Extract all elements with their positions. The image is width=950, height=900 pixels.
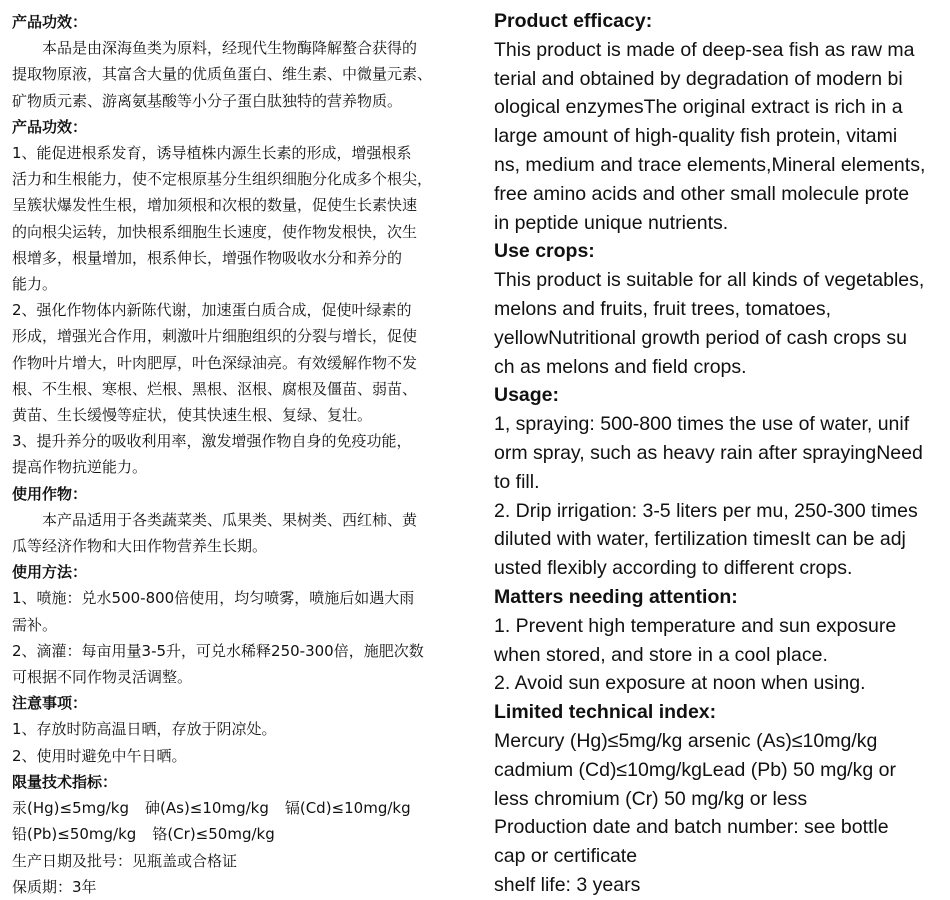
en-index-line: Mercury (Hg)≤5mg/kg arsenic (As)≤10mg/kg	[494, 729, 878, 752]
zh-attention-line: 2、使用时避免中午日晒。	[12, 746, 187, 765]
zh-index-row	[12, 795, 472, 821]
zh-efficacy-intro-line: 提取物原液，其富含大量的优质鱼蛋白、维生素、中微量元素、	[12, 65, 433, 84]
zh-efficacy-point-line: 活力和生根能力，使不定根原基分生组织细胞分化成多个根尖，	[12, 170, 433, 189]
zh-efficacy-point-line: 黄苗、生长缓慢等症状，使其快速生根、复绿、复壮。	[12, 406, 373, 425]
en-usage-line: orm spray, such as heavy rain after sprayingNeed	[494, 441, 923, 464]
en-crops-heading: Use crops:	[494, 240, 595, 263]
zh-efficacy-point-line: 形成，增强光合作用，刺激叶片细胞组织的分裂与增长，促使	[12, 327, 418, 346]
en-efficacy-line: This product is made of deep-sea fish as raw ma	[494, 38, 915, 61]
en-index-line: cap or certificate	[494, 845, 638, 868]
en-efficacy-line: ns, medium and trace elements,Mineral elements,	[494, 153, 926, 176]
zh-efficacy-intro-line: 矿物质元素、游离氨基酸等小分子蛋白肽独特的营养物质。	[12, 91, 403, 110]
en-attention-line: 2. Avoid sun exposure at noon when using.	[494, 672, 866, 695]
chinese-column	[12, 9, 472, 900]
zh-index-row	[12, 821, 472, 847]
en-index-line: less chromium (Cr) 50 mg/kg or less	[494, 787, 808, 810]
en-crops-line: This product is suitable for all kinds of vegetables,	[494, 269, 925, 292]
zh-attention-line: 1、存放时防高温日晒，存放于阴凉处。	[12, 720, 277, 739]
zh-efficacy-point-line: 呈簇状爆发性生根，增加须根和次根的数量，促使生长素快速	[12, 196, 418, 215]
en-efficacy-line: free amino acids and other small molecule prote	[494, 182, 910, 205]
zh-efficacy-point-line: 1、能促进根系发育，诱导植株内源生长素的形成，增强根系	[12, 144, 412, 163]
en-attention-line: when stored, and store in a cool place.	[494, 643, 828, 666]
zh-efficacy-point-line: 2、强化作物体内新陈代谢，加速蛋白质合成，促使叶绿素的	[12, 301, 412, 320]
en-attention-heading: Matters needing attention:	[494, 585, 738, 608]
zh-shelf-life: 保质期：3年	[12, 877, 97, 896]
zh-crops-line: 本产品适用于各类蔬菜类、瓜果类、果树类、西红柿、黄	[42, 510, 418, 529]
en-efficacy-line: in peptide unique nutrients.	[494, 211, 729, 234]
en-usage-line: diluted with water, fertilization timesIt can be adj	[494, 528, 906, 551]
zh-usage-heading: 使用方法：	[12, 563, 88, 582]
en-index-heading: Limited technical index:	[494, 701, 717, 724]
zh-crops-heading: 使用作物：	[12, 484, 88, 503]
en-usage-line: to fill.	[494, 470, 540, 493]
zh-index-mercury: 汞(Hg)≤5mg/kg	[12, 799, 130, 818]
zh-efficacy-point-line: 根、不生根、寒根、烂根、黑根、沤根、腐根及僵苗、弱苗、	[12, 379, 418, 398]
zh-index-lead: 铅(Pb)≤50mg/kg	[12, 825, 137, 844]
zh-index-chromium: 铬(Cr)≤50mg/kg	[152, 825, 275, 844]
en-attention-line: 1. Prevent high temperature and sun exposure	[494, 614, 897, 637]
en-index-line: cadmium (Cd)≤10mg/kgLead (Pb) 50 mg/kg or	[494, 758, 896, 781]
en-usage-line: 1, spraying: 500-800 times the use of water, unif	[494, 413, 910, 436]
zh-attention-heading: 注意事项：	[12, 694, 88, 713]
zh-efficacy-point-line: 能力。	[12, 275, 58, 294]
en-usage-line: 2. Drip irrigation: 3-5 liters per mu, 250-300 times	[494, 499, 918, 522]
zh-index-cadmium: 镉(Cd)≤10mg/kg	[284, 799, 411, 818]
zh-usage-line: 2、滴灌：每亩用量3-5升，可兑水稀释250-300倍，施肥次数	[12, 641, 424, 660]
en-shelf-life: shelf life: 3 years	[494, 873, 641, 896]
zh-efficacy-intro-line: 本品是由深海鱼类为原料，经现代生物酶降解螯合获得的	[42, 39, 418, 58]
zh-efficacy-point-line: 作物叶片增大，叶肉肥厚，叶色深绿油亮。有效缓解作物不发	[12, 353, 418, 372]
en-crops-line: melons and fruits, fruit trees, tomatoes,	[494, 297, 832, 320]
en-usage-line: usted flexibly according to different crops.	[494, 557, 853, 580]
zh-efficacy-heading-2: 产品功效：	[12, 117, 88, 136]
zh-date-batch: 生产日期及批号：见瓶盖或合格证	[12, 851, 238, 870]
zh-efficacy-point-line: 根增多，根量增加，根系伸长，增强作物吸收水分和养分的	[12, 248, 403, 267]
english-column	[494, 7, 946, 900]
zh-efficacy-point-line: 3、提升养分的吸收利用率，激发增强作物自身的免疫功能，	[12, 432, 412, 451]
zh-efficacy-heading: 产品功效：	[12, 13, 88, 31]
en-efficacy-line: ological enzymesThe original extract is rich in a	[494, 96, 903, 119]
en-index-line: Production date and batch number: see bottle	[494, 816, 889, 839]
en-efficacy-line: large amount of high-quality fish protein, vitami	[494, 125, 898, 148]
en-efficacy-heading: Product efficacy:	[494, 10, 653, 32]
zh-index-arsenic: 砷(As)≤10mg/kg	[145, 799, 269, 818]
en-efficacy-line: terial and obtained by degradation of modern bi	[494, 67, 903, 90]
zh-crops-line: 瓜等经济作物和大田作物营养生长期。	[12, 537, 268, 556]
zh-index-heading: 限量技术指标：	[12, 772, 118, 791]
zh-efficacy-point-line: 的向根尖运转，加快根系细胞生长速度，使作物发根快，次生	[12, 222, 418, 241]
en-crops-line: ch as melons and field crops.	[494, 355, 747, 378]
zh-usage-line: 1、喷施：兑水500-800倍使用，均匀喷雾，喷施后如遇大雨	[12, 589, 415, 608]
zh-efficacy-point-line: 提高作物抗逆能力。	[12, 458, 148, 477]
en-usage-heading: Usage:	[494, 384, 560, 407]
zh-usage-line: 需补。	[12, 615, 58, 634]
en-crops-line: yellowNutritional growth period of cash crops su	[494, 326, 907, 349]
zh-usage-line: 可根据不同作物灵活调整。	[12, 668, 193, 687]
